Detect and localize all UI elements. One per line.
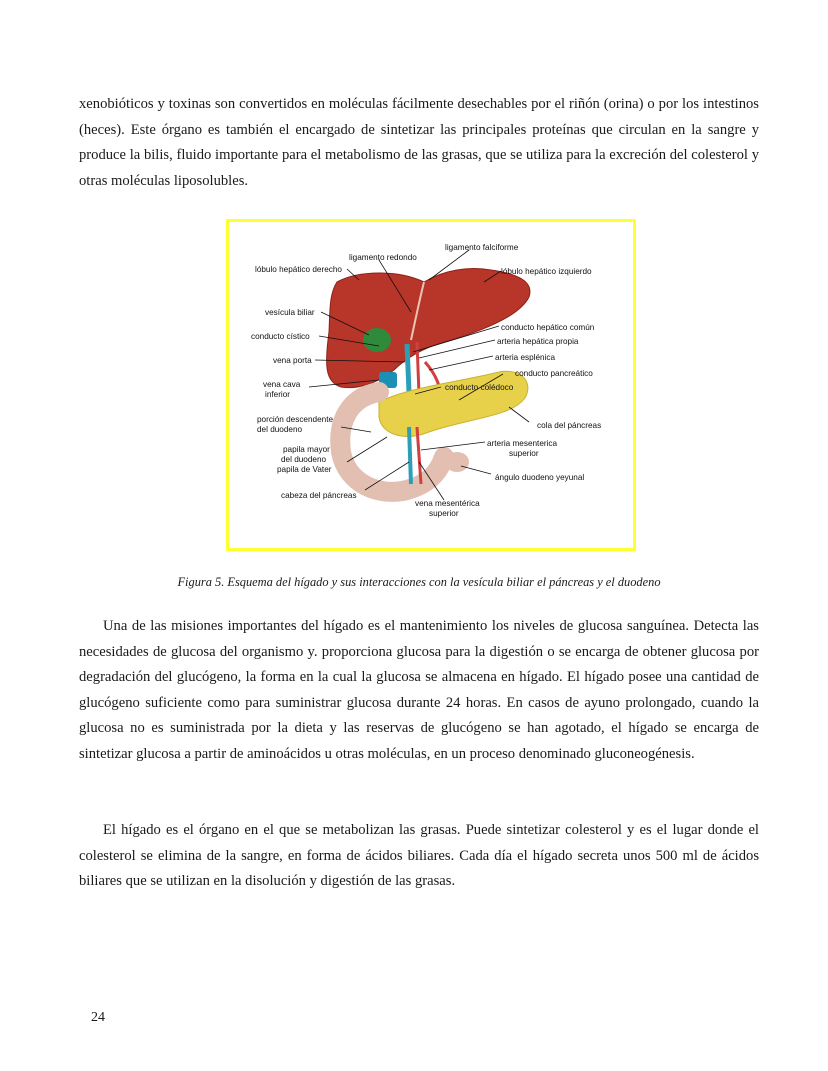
label-vena-cava-1: vena cava xyxy=(263,380,301,389)
liver-diagram xyxy=(229,222,633,548)
label-vena-mesenterica-2: superior xyxy=(429,509,459,518)
label-porcion-2: del duodeno xyxy=(257,425,303,434)
paragraph-glucose: Una de las misiones importantes del hígado es el mantenimiento los niveles de glucosa sanguínea. Detecta las necesidades de glucosa del organismo y. proporciona glucosa para la digestión o se encarga de obtener glucosa por degradación del glucógeno, la forma en la cual la glucosa se almacena en hígado. El hígado posee una cantidad de glucógeno suficiente como para suministrar glucosa durante 24 horas. En casos de ayuno prolongado, cuando la glucosa no es suministrada por la dieta y las reservas de glucógeno se han agotado, el hígado se encarga de sintetizar glucosa a partir de aminoácidos u otras moléculas, en un proceso denominado gluconeogénesis. xyxy=(79,618,759,762)
label-arteria-hepatica-propia: arteria hepática propia xyxy=(497,337,579,346)
pancreas-shape xyxy=(379,371,528,436)
liver-diagram-figure xyxy=(226,219,636,551)
label-papila-1: papila mayor xyxy=(283,445,330,454)
label-lobulo-izquierdo: lóbulo hepático izquierdo xyxy=(501,267,592,276)
paragraph-intro: xenobióticos y toxinas son convertidos en moléculas fácilmente desechables por el riñón (orina) o por los intestinos (heces). Este órgano es también el encargado de sintetizar las principales proteínas que circulan en la sangre y produce la bilis, fluido importante para el metabolismo de las grasas, que se utiliza para la excreción del colesterol y otras moléculas liposolubles. xyxy=(79,96,759,189)
gallbladder-shape xyxy=(363,328,391,352)
label-angulo-duodeno: ángulo duodeno yeyunal xyxy=(495,473,585,482)
label-arteria-mesenterica-2: superior xyxy=(509,449,539,458)
label-vesicula-biliar: vesícula biliar xyxy=(265,308,315,317)
liver-shape xyxy=(327,269,530,388)
label-papila-3: papila de Vater xyxy=(277,465,332,474)
label-conducto-cistico: conducto cístico xyxy=(251,332,310,341)
label-vena-porta: vena porta xyxy=(273,356,312,365)
label-vena-cava-2: inferior xyxy=(265,390,291,399)
label-ligamento-falciforme: ligamento falciforme xyxy=(445,243,519,252)
label-conducto-pancreatico: conducto pancreático xyxy=(515,369,593,378)
figure-caption: Figura 5. Esquema del hígado y sus interacciones con la vesícula biliar el páncreas y el duodeno xyxy=(177,575,661,589)
label-cola-pancreas: cola del páncreas xyxy=(537,421,602,430)
page-number: 24 xyxy=(91,1010,105,1025)
label-cabeza-pancreas: cabeza del páncreas xyxy=(281,491,357,500)
label-conducto-coledoco: conducto colédoco xyxy=(445,383,514,392)
paragraph-fats: El hígado es el órgano en el que se metabolizan las grasas. Puede sintetizar colesterol y es el lugar donde el colesterol se elimina de la sangre, en forma de ácidos biliares. Cada día el hígado secreta unos 500 ml de ácidos biliares que se utilizan en la disolución y digestión de las grasas. xyxy=(79,822,759,890)
label-ligamento-redondo: ligamento redondo xyxy=(349,253,417,262)
label-vena-mesenterica-1: vena mesentérica xyxy=(415,499,480,508)
label-papila-2: del duodeno xyxy=(281,455,327,464)
label-porcion-1: porción descendente xyxy=(257,415,334,424)
label-arteria-mesenterica-1: arteria mesenterica xyxy=(487,439,558,448)
label-lobulo-derecho: lóbulo hepático derecho xyxy=(255,265,342,274)
label-arteria-esplenica: arteria esplénica xyxy=(495,353,556,362)
label-conducto-hepatico-comun: conducto hepático común xyxy=(501,323,595,332)
